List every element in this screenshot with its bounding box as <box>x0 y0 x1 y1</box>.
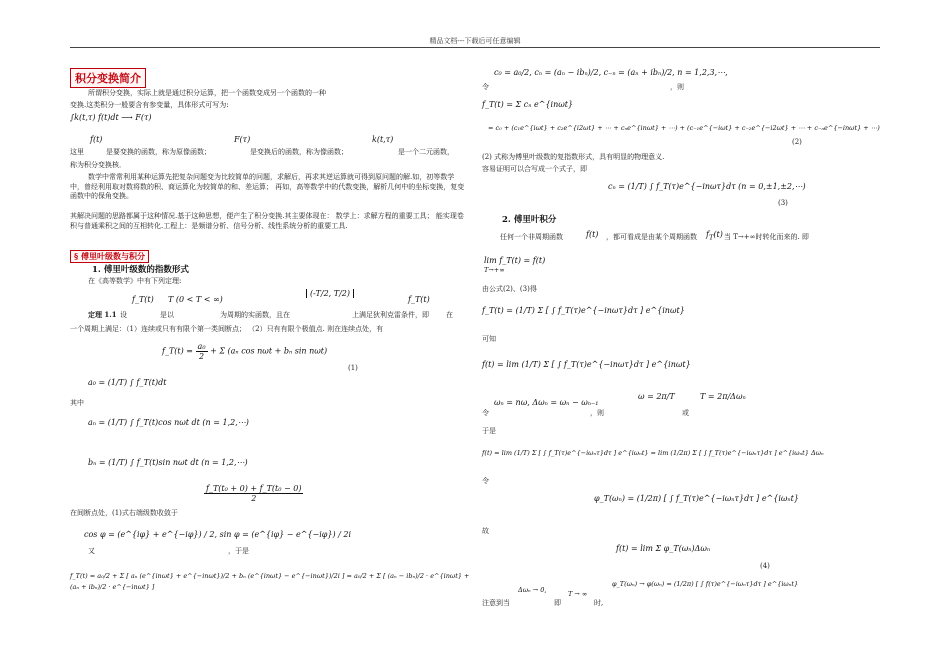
limit-expression: lim f_T(t) = f(t) <box>484 256 546 265</box>
def-here: 这里 <box>70 148 84 156</box>
fT-symbol-r: $f_T(t)$ <box>706 230 723 242</box>
omega-eq: ω = 2π/T <box>638 392 675 401</box>
long-expansion: f_T(t) = a₀/2 + Σ [ aₙ (e^{inωt} + e^{−inωt})/2 + bₙ (e^{inωt} − e^{−inωt})/2i ] = a₀/2 + Σ [ (aₙ − ibₙ)/2 · e^{inωt} + (aₙ + ibₙ)/2 · e^{−inωt} ] <box>70 572 470 591</box>
f-limit-2: f(t) = lim (1/T) Σ [ ∫ f_T(τ)e^{−iωₙτ}dτ ] e^{iωₙt} = lim (1/2π) Σ [ ∫ f_T(τ)e^{−iωₙτ}dτ ] e^{iωₙt} Δωₙ <box>482 449 824 457</box>
nonperiodic-a: 任何一个非周期函数 <box>500 233 563 241</box>
fT-complex-sum: f_T(t) = Σ cₙ e^{inωt} <box>482 100 574 109</box>
therefore-label: ，于是 <box>228 547 249 555</box>
intro-line-1: 所谓积分变换，实际上就是通过积分运算，把一个函数变成另一个函数的一种 <box>88 89 326 97</box>
theorem-in: 在 <box>446 311 453 319</box>
paragraph-3: 其解决问题的思路都属于这种情况.基于这种思想，便产生了积分变换.其主要体现在： 数学上：求解方程的重要工具； 能实现卷积与普通乘积之间的互相转化.工程上：是频谱分析、信号分析、线性系统分析的重要工具. <box>70 212 464 230</box>
recall-theorem: 在《高等数学》中有下列定理: <box>88 277 182 285</box>
euler-formulas: cos φ = (e^{iφ} + e^{−iφ}) / 2, sin φ = (e^{iφ} − e^{−iφ}) / 2i <box>84 530 352 539</box>
cn-definition: cₙ = (1/T) ∫ f_T(τ)e^{−inωτ}dτ (n = 0,±1,±2,⋯) <box>608 182 806 191</box>
keyi-label: 可知 <box>482 335 496 343</box>
a0-definition: a₀ = (1/T) ∫ f_T(t)dt <box>88 378 167 387</box>
paragraph-2: 数学中常常利用某种运算先把复杂问题变为比较简单的问题，求解后，再求其逆运算就可得到原问题的解.如，初等数学中，曾经利用取对数将数的积、商运算化为较简单的和、差运算； 再如，高等数学中的代数变换，解析几何中的坐标变换，复变函数中的保角变换。 <box>70 173 465 200</box>
period-range: T (0 < T < ∞) <box>168 295 223 304</box>
eq1-a0-frac: $\frac{\text{a₀}}{2}$ <box>197 342 206 361</box>
fT-symbol-b: f_T(t) <box>408 295 430 304</box>
interval-symbol: (-T/2, T/2) <box>306 289 354 298</box>
fT-expansion: = c₀ + (c₁e^{iωt} + c₂e^{i2ωt} + ⋯ + cₙe^{inωt} + ⋯) + (c₋₁e^{−iωt} + c₋₂e^{−i2ωt} + ⋯ + c₋ₙe^{−inωt} + ⋯) <box>488 124 880 132</box>
note-end-delta: Δωₙ → 0, <box>518 586 547 594</box>
def-kernel: 是一个二元函数， <box>398 148 454 156</box>
eq3-tag: (3) <box>778 199 788 207</box>
fT-combined: f_T(t) = (1/T) Σ [ ∫ f_T(τ)e^{−inωτ}dτ ] e^{inωt} <box>482 306 685 315</box>
eq1-lhs: f_T(t) = <box>162 346 193 356</box>
f-limit: f(t) = lim (1/T) Σ [ ∫ f_T(τ)e^{−inωτ}dτ ] e^{inωt} <box>482 360 691 369</box>
right-column <box>482 66 882 666</box>
intro-line-2: 变换.这类积分一般要含有参变量，具体形式可写为: <box>70 101 229 109</box>
bn-definition: bₙ = (1/T) ∫ f_T(t)sin nωt dt (n = 1,2,⋯) <box>88 458 248 467</box>
integral-transform-formula: ∫k(t,τ) f(t)dt ⟶ F(τ) <box>70 113 152 122</box>
def-original: 是要变换的函数，称为原像函数； <box>106 148 211 156</box>
doc-title: 积分变换简介 <box>70 68 146 88</box>
ling2-label: 令 <box>482 409 489 417</box>
ze-label: ，则 <box>670 83 684 91</box>
ling-label: 令 <box>482 83 489 91</box>
T-eq: T = 2π/Δωₙ <box>700 392 746 401</box>
heading-exponential-form: 1. 傅里叶级数的指数形式 <box>92 265 189 275</box>
section-fourier-series: § 傅里叶级数与积分 <box>70 250 149 263</box>
midpoint-value: $\frac{\text{f\_T(t₀ + 0) + f\_T(t₀ − 0)}}{2}$ <box>206 484 302 503</box>
theorem-period: 为周期的实函数，且在 <box>220 311 290 319</box>
or-label: 或 <box>682 409 689 417</box>
from-formulas: 由公式(2)、(3)得 <box>482 285 537 293</box>
c-coefficient-defs: c₀ = a₀/2, cₙ = (aₙ − ibₙ)/2, c₋ₙ = (aₙ + ibₙ)/2, n = 1,2,3,⋯, <box>494 68 728 77</box>
phi-limit: φ_T(ωₙ) → φ(ωₙ) = (1/2π) [ ∫ f(τ)e^{−iωₙτ}dτ ] e^{iωₙt} <box>612 580 799 588</box>
where-label: 其中 <box>70 399 84 407</box>
f-t-symbol: f(t) <box>90 135 103 144</box>
note-combine: 容易证明可以合写成一个式子，即 <box>482 165 587 173</box>
yushi-label: 于是 <box>482 427 496 435</box>
eq4-tag: (4) <box>760 562 770 570</box>
theorem-dirichlet: 上满足狄利克雷条件，即 <box>352 311 429 319</box>
discontinuity-note: 在间断点处，(1)式右端级数收敛于 <box>70 509 178 517</box>
header-rule <box>70 47 880 48</box>
nonperiodic-c: 当 T→+∞时转化而来的. 即 <box>724 233 809 241</box>
an-definition: aₙ = (1/T) ∫ f_T(t)cos nωt dt (n = 1,2,⋯) <box>88 418 249 427</box>
note-end-T: T → ∞ <box>568 590 588 598</box>
F-tau-symbol: F(τ) <box>234 135 251 144</box>
theorem-label: 定理 1.1 <box>88 310 117 319</box>
k-kernel-symbol: k(t,τ) <box>372 135 394 144</box>
theorem-set: 设 <box>120 311 127 319</box>
fT-symbol-a: f_T(t) <box>132 295 154 304</box>
limit-subscript: T→+∞ <box>484 266 505 274</box>
eq1-tag: (1) <box>348 364 358 372</box>
left-column <box>70 66 470 666</box>
eq2-tag: (2) <box>792 138 802 146</box>
eq1-sum: + Σ (aₙ cos nωt + bₙ sin nωt) <box>210 346 328 356</box>
then-label: ，则 <box>590 409 604 417</box>
nonperiodic-b: ，都可看成是由某个周期函数 <box>606 233 697 241</box>
note-eq2: (2) 式称为傅里叶级数的复指数形式，具有明显的物理意义. <box>482 153 665 161</box>
def-image: 是变换后的函数，称为像函数； <box>250 148 348 156</box>
ling3-label: 令 <box>482 477 489 485</box>
gu-label: 故 <box>482 527 489 535</box>
heading-fourier-integral: 2. 傅里叶积分 <box>502 215 557 225</box>
theorem-line-2: 一个周期上满足：（1）连续或只有有限个第一类间断点； （2）只有有限个极值点. 则在连续点处，有 <box>70 325 384 333</box>
note-end-c: 即 <box>554 599 561 607</box>
f-t-symbol-r: f(t) <box>586 230 599 239</box>
note-end-e: 时, <box>594 599 604 607</box>
f-phi-sum: f(t) = lim Σ φ_T(ωₙ)Δωₙ <box>616 544 711 553</box>
theorem-with: 是以 <box>160 311 174 319</box>
def-kernel-name: 称为积分变换核． <box>70 161 126 169</box>
page-header-watermark: 精品文档---下载后可任意编辑 <box>429 37 521 45</box>
note-end-a: 注意到当 <box>482 599 510 607</box>
eq1 <box>162 342 327 361</box>
also-label: 又 <box>88 547 95 555</box>
phi-definition: φ_T(ωₙ) = (1/2π) [ ∫ f_T(τ)e^{−iωₙτ}dτ ] e^{iωₙt} <box>594 494 799 503</box>
omega-definitions: ωₙ = nω, Δωₙ = ωₙ − ωₙ₋₁ <box>494 398 599 407</box>
